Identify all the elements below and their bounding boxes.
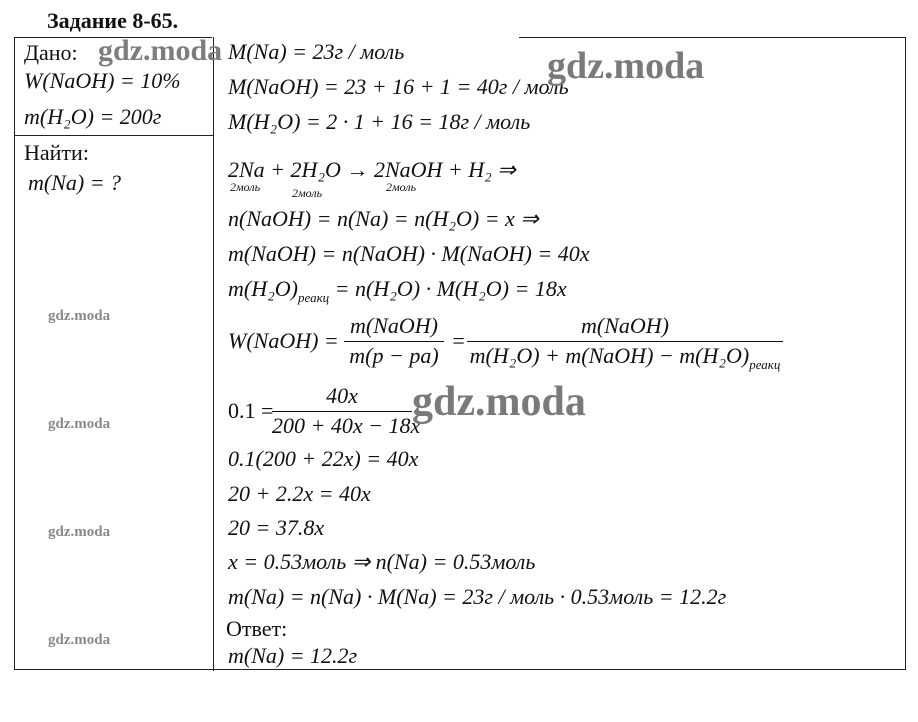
molar-mass-h2o: M(H₂O) = 2 · 1 + 16 = 18г / моль [228, 109, 531, 134]
mass-water-reacted [228, 276, 567, 306]
reaction-equation: 2Na + 2H₂O → 2NaOH + H₂ ⇒ [228, 157, 516, 182]
watermark-side-4: gdz.moda [48, 632, 111, 648]
answer-label: Ответ: [226, 616, 288, 641]
mass-water-reacted-main: m(H₂O) [228, 276, 298, 301]
equation-denominator: 200 + 40x − 18x [272, 413, 421, 438]
reaction-sub-na: 2моль [230, 180, 261, 194]
watermark-top-left: gdz.moda [98, 34, 223, 67]
task-title: Задание 8-65. [47, 8, 179, 33]
mass-fraction-equals: = [451, 328, 466, 353]
mass-fraction-lhs: W(NaOH) = [228, 328, 339, 353]
fraction2-denominator-sub: реакц [749, 357, 781, 372]
fraction2-bar [467, 341, 783, 342]
equation-numerator: 40x [326, 383, 358, 408]
find-item: m(Na) = ? [28, 170, 122, 195]
mass-water-reacted-sub: реакц [297, 290, 330, 305]
fraction2-denominator [467, 343, 783, 373]
step-2: 20 + 2.2x = 40x [228, 481, 371, 506]
mass-water-reacted-rest: = n(H₂O) · M(H₂O) = 18x [329, 276, 567, 301]
watermark-center: gdz.moda [412, 379, 586, 425]
column-divider [213, 37, 214, 671]
reaction-sub-h2o: 2моль [292, 186, 323, 200]
answer-value: m(Na) = 12.2г [228, 643, 358, 668]
mass-naoh: m(NaOH) = n(NaOH) · M(NaOH) = 40x [228, 241, 590, 266]
reaction-sub-naoh: 2моль [386, 180, 417, 194]
fraction2-numerator: m(NaOH) [581, 313, 669, 338]
step-5: m(Na) = n(Na) · M(Na) = 23г / моль · 0.53моль = 12.2г [228, 584, 727, 609]
fraction2-denominator-main: m(H₂O) + m(NaOH) − m(H₂O) [469, 343, 750, 368]
given-item-water-mass: m(H₂O) = 200г [24, 104, 162, 129]
fraction1-bar [344, 341, 444, 342]
step-1: 0.1(200 + 22x) = 40x [228, 446, 419, 471]
molar-mass-naoh: M(NaOH) = 23 + 16 + 1 = 40г / моль [228, 74, 569, 99]
fraction1-denominator: m(p − pa) [349, 343, 439, 368]
given-label: Дано: [24, 40, 78, 65]
molar-mass-na: M(Na) = 23г / моль [228, 39, 405, 64]
find-label: Найти: [24, 140, 89, 165]
equation-bar [272, 411, 412, 412]
watermark-side-2: gdz.moda [48, 416, 111, 432]
moles-equality: n(NaOH) = n(Na) = n(H₂O) = x ⇒ [228, 206, 539, 231]
equation-lhs: 0.1 = [228, 398, 274, 423]
given-find-divider [14, 135, 214, 136]
step-4: x = 0.53моль ⇒ n(Na) = 0.53моль [228, 549, 536, 574]
watermark-side-3: gdz.moda [48, 524, 111, 540]
step-3: 20 = 37.8x [228, 515, 325, 540]
fraction1-numerator: m(NaOH) [350, 313, 438, 338]
watermark-top-right: gdz.moda [547, 45, 705, 87]
given-item-mass-fraction: W(NaOH) = 10% [24, 68, 181, 93]
watermark-side-1: gdz.moda [48, 308, 111, 324]
